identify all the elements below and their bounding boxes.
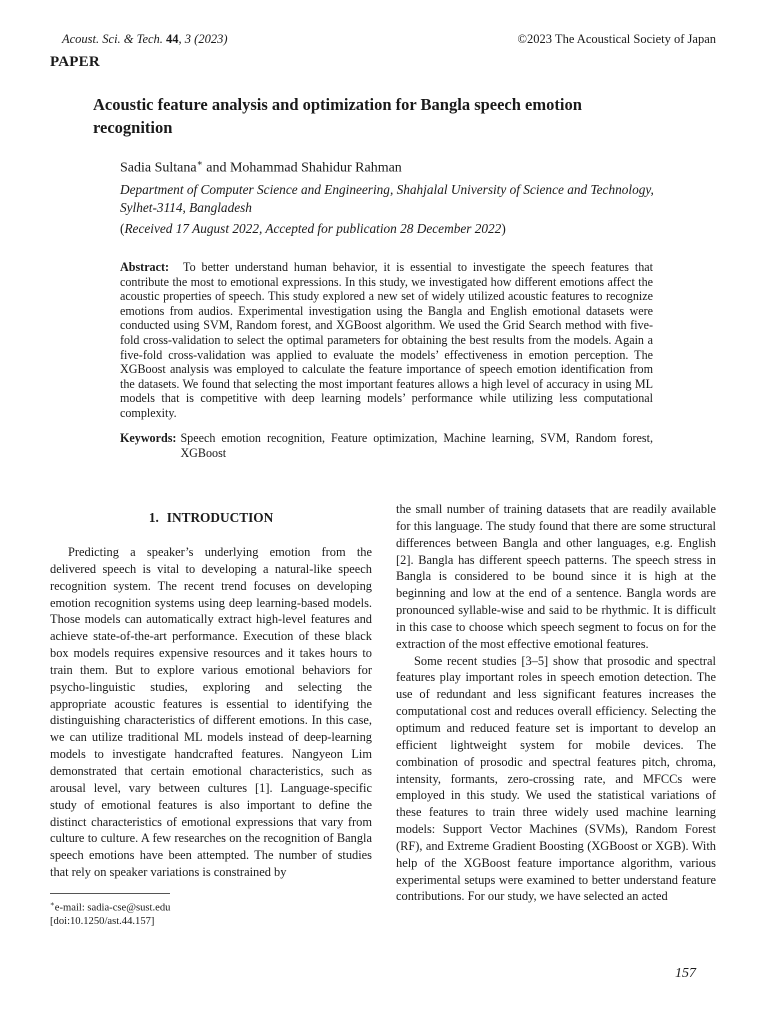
received-open: ( <box>120 221 125 236</box>
received-text: Received 17 August 2022, Accepted for publication 28 December 2022 <box>124 221 502 236</box>
journal-issue-year: , 3 (2023) <box>178 32 228 46</box>
running-header-copyright: ©2023 The Acoustical Society of Japan <box>517 32 716 46</box>
intro-paragraph-1: Predicting a speaker’s underlying emotion from the delivered speech is vital to developing a natural-like speech recognition system. The recent trend focuses on developing emotion recognition systems using deep learning-based models. Those models can automatically extract high-level features and achieve state-of-the-art performance. Execution of these black box models requires expensive resources and it takes hours to train them. But to explore various emotional behaviors for psycho-linguistic studies, exploring and selecting the appropriate acoustic features is essential to identifying the distinguishing characteristics of different emotions. In this case, we can utilize traditional ML models instead of deep-learning models to investigate handcrafted features. Nangyeon Lim demonstrated that certain emotional characteristics, such as arousal level, vary between cultures [1]. Language-specific study of emotional features is also important to define the distinct characteristics of emotional expressions that vary from culture to culture. A few researches on the recognition of Bangla speech emotions have been attempted. The number of studies that rely on speaker variations is constrained by <box>50 545 372 880</box>
keywords <box>120 431 653 460</box>
footnote-mark: ∗ <box>50 900 55 908</box>
abstract <box>120 260 653 421</box>
footnote-email: e-mail: sadia-cse@sust.edu <box>54 902 171 914</box>
right-column <box>396 501 716 905</box>
author-list <box>120 158 402 177</box>
running-header-journal <box>62 32 228 47</box>
footnote <box>50 898 170 929</box>
section-label: PAPER <box>50 54 100 70</box>
abstract-label: Abstract: <box>120 260 170 274</box>
author-first: Sadia Sultana <box>120 160 197 176</box>
section-number: 1. <box>148 510 159 525</box>
section-heading-introduction <box>50 510 372 526</box>
author-rest: and Mohammad Shahidur Rahman <box>202 160 402 176</box>
intro-paragraph-1-continued: the small number of training datasets that are readily available for this language. The study found that there are some structural differences between Bangla and other languages, e.g. English [2]. Bangla has different speech patterns. The speech stress in Bangla is considered to be bound since it is high at the beginning and low at the end of a sentence. Bangla words are pronounced syllable-wise and said to be rhythmic. It is difficult in this case to choose which speech segment to focus on for the extraction of the most effective emotional features. <box>396 502 716 651</box>
footnote-doi: [doi:10.1250/ast.44.157] <box>50 916 155 928</box>
section-title: INTRODUCTION <box>166 510 274 525</box>
author-mark: ∗ <box>196 158 203 168</box>
journal-name: Acoust. Sci. & Tech. <box>62 32 163 46</box>
left-column <box>50 544 372 881</box>
affiliation: Department of Computer Science and Engineering, Shahjalal University of Science and Technology, Sylhet-3114, Bangladesh <box>120 182 654 215</box>
abstract-text: To better understand human behavior, it is essential to investigate the speech features that contribute the most to emotional expressions. In this study, we investigated how different emotions affect the acoustic properties of speech. This study explored a new set of widely utilized acoustic features to recognize emotions from audios. Experimental investigation using the Bangla and English emotional datasets were conducted using SVM, Random forest, and XGBoost algorithm. We used the Grid Search method with five-fold cross-validation to select the optimal parameters for obtaining the best results from the models. Again a five-fold cross-validation was applied to evaluate the models’ effectiveness in emotion perception. The XGBoost analysis was employed to calculate the feature importance of speech emotion identification from the datasets. We found that selecting the most important features allows a high level of accuracy in using ML models that is competitive with deep learning models’ performance while utilizing less computational complexity. <box>120 260 653 420</box>
footnote-divider <box>50 893 170 894</box>
journal-volume: 44 <box>166 32 179 46</box>
keywords-label: Keywords: <box>120 431 177 445</box>
paper-title: Acoustic feature analysis and optimization for Bangla speech emotion recognition <box>93 95 582 137</box>
page-number: 157 <box>675 966 696 981</box>
intro-paragraph-2: Some recent studies [3–5] show that prosodic and spectral features play important roles in speech emotion detection. The use of redundant and less significant features increases the computational cost and reduces overall efficiency. Selecting the optimum and reduced feature set is important to develop an efficient lightweight system for mobile devices. The combination of prosodic and spectral features pitch, chroma, intensity, formants, zero-crossing rate, and MFCCs were employed in this study. We used the statistical variations of these features to train three widely used machine learning models: Support Vector Machines (SVMs), Random Forest (RF), and Extreme Gradient Boosting (XGBoost or XGB). With help of the XGBoost feature importance algorithm, various experimental setups were examined to better understand feature contributions. For our study, we have selected an acted <box>396 653 716 904</box>
keywords-text: Speech emotion recognition, Feature optimization, Machine learning, SVM, Random forest, XGBoost <box>180 431 653 460</box>
received-dates <box>120 221 506 237</box>
footnote-email-line <box>50 898 170 915</box>
received-close: ) <box>501 221 506 236</box>
